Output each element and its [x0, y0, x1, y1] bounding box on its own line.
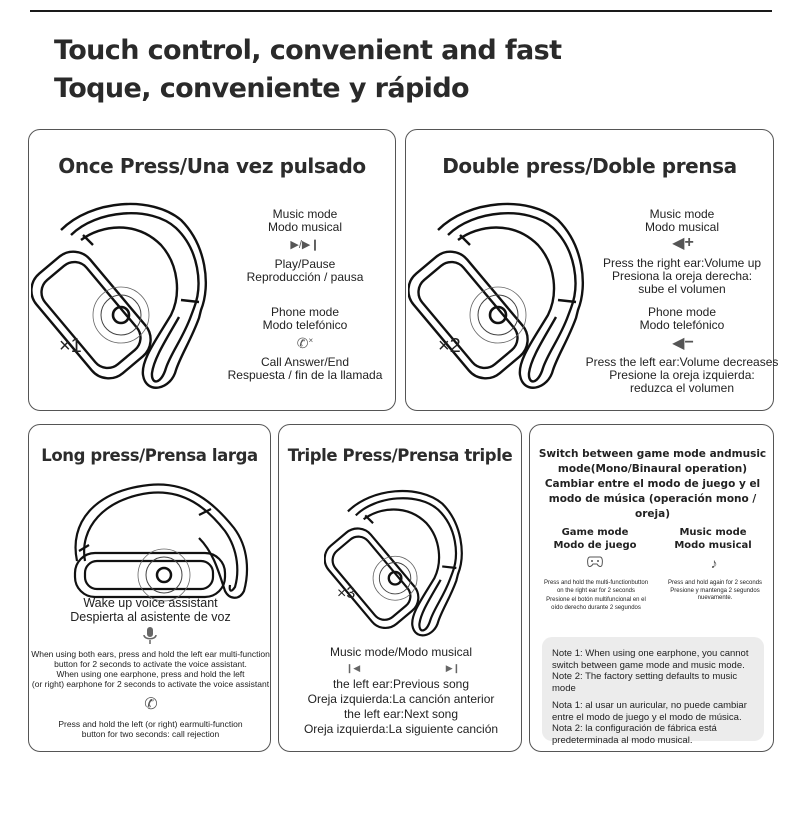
- play-next-icon: ▶/▶❙: [290, 238, 320, 251]
- note-en-2: Note 2: The factory setting defaults to music mode: [552, 671, 738, 694]
- previous-song-label: the left ear:Previous song Oreja izquierda:La canción anterior: [307, 677, 495, 706]
- assistant-description: When using both ears, press and hold the left ear multi-function button for 2 seconds to activate the voice assistant. When using one earphone, press and hold the left (or right) earphone for 2 seconds to activate the voice assistant: [31, 649, 270, 689]
- phone-end-icon: ✆ ×: [296, 334, 314, 351]
- next-song-label: the left ear:Next song Oreja izquierda:La siguiente canción: [303, 707, 499, 736]
- page-title: [54, 32, 561, 108]
- notes-box: [542, 637, 764, 746]
- gamepad-icon: [586, 555, 604, 569]
- music-mode-description: Press and hold again for 2 seconds Presione y mantenga 2 segundos nuevamente.: [667, 580, 763, 601]
- volume-up-icon: ◀ +: [672, 234, 694, 252]
- play-pause-label: Play/Pause Reproducción / pausa: [246, 257, 364, 284]
- panel-title: Double press/Doble prensa: [442, 154, 737, 178]
- microphone-icon: [140, 626, 160, 646]
- page-title-en: Touch control, convenient and fast: [54, 35, 562, 66]
- panel-title: Triple Press/Prensa triple: [287, 446, 513, 465]
- panel-triple-press: [278, 424, 522, 752]
- previous-track-icon: ❙◀: [345, 662, 361, 673]
- music-mode-label: Music mode Modo musical: [267, 207, 343, 234]
- top-divider: [30, 10, 772, 12]
- panel-title: Long press/Prensa larga: [41, 446, 258, 465]
- panel-title: Once Press/Una vez pulsado: [58, 154, 366, 178]
- music-mode-label: Music mode Modo musical: [674, 527, 752, 551]
- panel-switch-mode: [529, 424, 774, 752]
- note-es-1: Nota 1: al usar un auricular, no puede cambiar entre el modo de juego y el modo de música.: [552, 700, 747, 723]
- press-count: ×3: [337, 585, 356, 602]
- volume-up-label: Press the right ear:Volume up Presiona la oreja derecha: sube el volumen: [602, 256, 762, 296]
- music-mode-label: Music mode Modo musical: [644, 207, 720, 234]
- volume-down-icon: ◀ −: [672, 334, 694, 352]
- press-count: ×1: [59, 335, 82, 357]
- panel-double-press: [405, 129, 779, 411]
- music-note-icon: ♪: [710, 555, 718, 571]
- next-track-icon: ▶❙: [445, 662, 461, 673]
- note-es-2: Nota 2: la configuración de fábrica está predeterminada al modo musical.: [552, 723, 717, 746]
- phone-icon: ✆: [144, 696, 158, 713]
- game-mode-description: Press and hold the multi-functionbutton on the right ear for 2 seconds Presione el botón multifuncional en el oído derecho durante 2 segundos: [543, 580, 649, 611]
- wake-assistant-label: Wake up voice assistant Despierta al asistente de voz: [70, 596, 231, 624]
- note-en-1: Note 1: When using one earphone, you cannot switch between game mode and music mode.: [552, 648, 749, 671]
- music-mode-label: Music mode/Modo musical: [329, 645, 473, 659]
- switch-mode-title: Switch between game mode andmusic mode(Mono/Binaural operation) Cambiar entre el modo de juego y el modo de música (operación mono / oreja): [538, 448, 767, 520]
- game-mode-label: Game mode Modo de juego: [553, 527, 637, 551]
- call-answer-label: Call Answer/End Respuesta / fin de la llamada: [227, 355, 383, 382]
- press-count: ×2: [438, 335, 461, 357]
- phone-mode-label: Phone mode Modo telefónico: [262, 305, 348, 332]
- page-title-es: Toque, conveniente y rápido: [54, 73, 470, 104]
- panel-once-press: [28, 129, 396, 411]
- call-reject-label: Press and hold the left (or right) earmulti-function button for two seconds: call rejection: [58, 719, 243, 739]
- phone-mode-label: Phone mode Modo telefónico: [639, 305, 725, 332]
- panel-long-press: [28, 424, 271, 752]
- volume-down-label: Press the left ear:Volume decreases Presione la oreja izquierda: reduzca el volumen: [585, 355, 779, 395]
